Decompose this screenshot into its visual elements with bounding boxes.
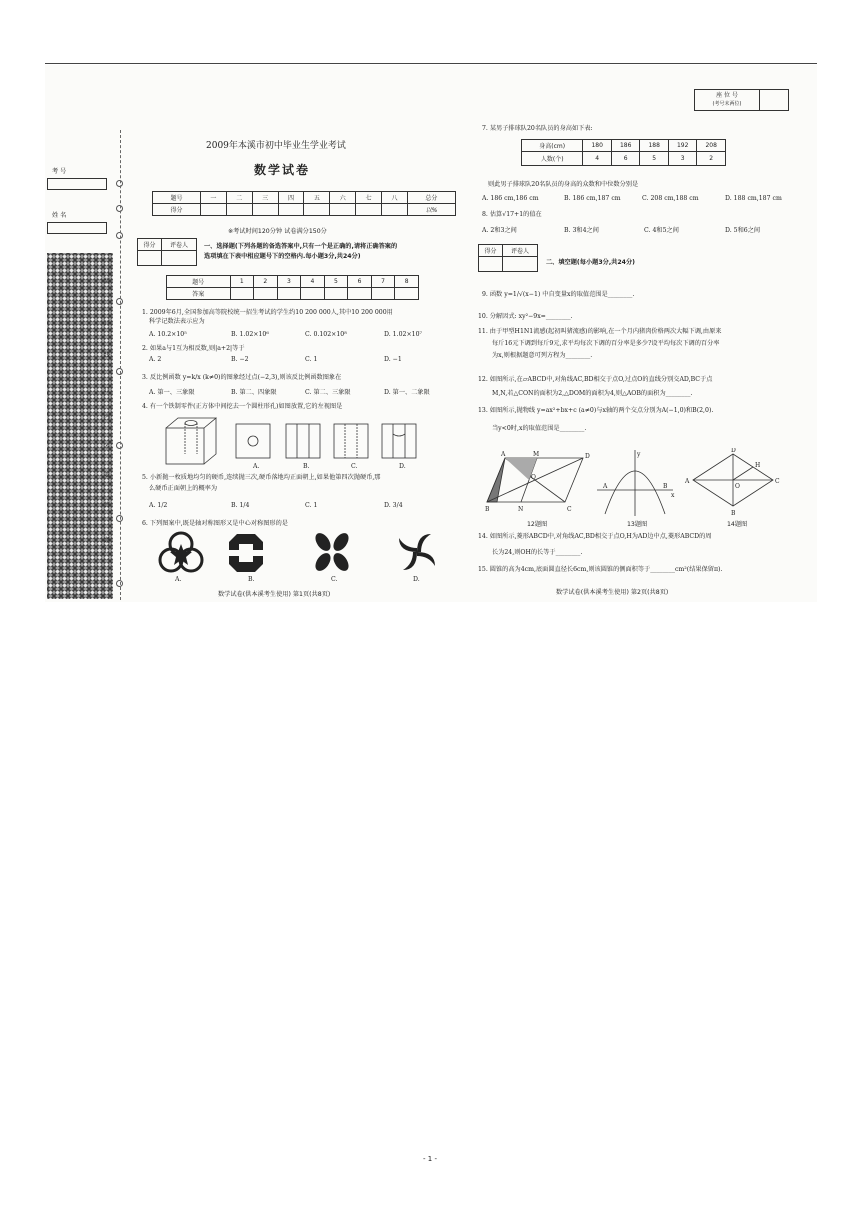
- seal-char: 订: [104, 387, 111, 394]
- q7-cell: 人数(个): [522, 152, 583, 166]
- exam-subtitle: 数学试卷: [254, 163, 311, 177]
- q11-line2: 每斤16元下调到每斤9元,求平均每次下调的百分率是多少?设平均每次下调的百分率: [492, 340, 720, 347]
- q6-label-a: A.: [175, 576, 182, 583]
- q6-label-d: D.: [413, 576, 420, 583]
- score-head: 题号: [153, 192, 201, 204]
- answer-cell[interactable]: [395, 288, 419, 300]
- score-head: 二: [226, 192, 252, 204]
- fig14-label-c: C: [775, 478, 780, 485]
- score-cell[interactable]: [226, 204, 252, 216]
- fig12-label-b: B: [485, 506, 490, 513]
- score-head: 三: [252, 192, 278, 204]
- q6-label-c: C.: [331, 576, 338, 583]
- q11-line3: 为x,则根据题意可列方程为________.: [492, 352, 593, 359]
- answer-head: 7: [371, 276, 395, 288]
- q4-option-d-figure: [382, 424, 416, 458]
- q6-option-b-figure: [229, 534, 263, 572]
- q13-line2: 当y<0时,x的取值范围是________.: [492, 425, 587, 432]
- exam-title: 2009年本溪市初中毕业生学业考试: [206, 141, 346, 151]
- q2-option-c: C. 1: [305, 356, 318, 363]
- answer-table: [166, 275, 419, 300]
- q7-option-b: B. 186 cm,187 cm: [564, 195, 621, 202]
- answer-head: 6: [348, 276, 372, 288]
- q15-text: 15. 圆锥的高为4cm,底面圆直径长6cm,则该圆锥的侧面积等于________cm²(结果保留π).: [478, 566, 723, 573]
- fig12-label-d: D: [585, 453, 590, 460]
- score-row-label: 得分: [153, 204, 201, 216]
- score-cell[interactable]: [330, 204, 356, 216]
- seat-number-label: 座 位 号: [716, 92, 738, 99]
- score-head: 六: [330, 192, 356, 204]
- seal-char: 装: [104, 278, 111, 285]
- q5-option-c: C. 1: [305, 502, 318, 509]
- seal-char: 线: [104, 352, 111, 359]
- score-cell[interactable]: [382, 204, 408, 216]
- answer-head: 3: [277, 276, 301, 288]
- q7-text: 7. 某男子排球队20名队员的身高如下表:: [482, 125, 593, 132]
- top-rule: [45, 63, 817, 64]
- fig13-label-a: A: [603, 483, 608, 490]
- q4-label-a: A.: [253, 463, 260, 470]
- q12-q14-figures: [485, 448, 795, 520]
- seal-char: 订: [104, 320, 111, 327]
- q6-label-b: B.: [248, 576, 255, 583]
- answer-cell[interactable]: [230, 288, 254, 300]
- q6-text: 6. 下列图案中,既是轴对称图形又是中心对称图形的是: [142, 520, 288, 527]
- seal-char: （: [104, 270, 111, 277]
- q7-option-a: A. 186 cm,186 cm: [482, 195, 539, 202]
- fig12-caption: 12题图: [527, 521, 548, 528]
- q4-option-b-figure: [286, 424, 320, 458]
- q1-option-d: D. 1.02×10⁷: [384, 331, 422, 338]
- grader-box: [137, 238, 197, 266]
- answer-cell[interactable]: [301, 288, 325, 300]
- q6-option-a-figure: [160, 533, 202, 571]
- fig14-caption: 14题图: [727, 521, 748, 528]
- grader-score-cell[interactable]: [138, 251, 162, 266]
- q3-option-b: B. 第二、四象限: [231, 389, 277, 396]
- score-cell-total[interactable]: [407, 204, 455, 216]
- fig14-label-d: D: [731, 448, 736, 454]
- q7-head: 208: [697, 140, 726, 152]
- q3-option-c: C. 第二、三象限: [305, 389, 351, 396]
- seat-number-label-cell: [695, 90, 760, 111]
- grader-label: 评卷人: [502, 245, 537, 257]
- answer-cell[interactable]: [254, 288, 278, 300]
- q12-line2: M,N,若△CON的面积为2,△DOM的面积为4,则△AOB的面积为________.: [492, 390, 693, 397]
- q4-text: 4. 有一个铁制零件(正方体中间挖去一个圆柱形孔)如图放置,它的左视图是: [142, 403, 343, 410]
- answer-row-label: 答案: [167, 288, 231, 300]
- fig13-parabola: [597, 450, 675, 516]
- right-page-footer: 数学试卷(供本溪考生使用) 第2页(共8页): [556, 589, 669, 596]
- q14-line1: 14. 如图所示,菱形ABCD中,对角线AC,BD相交于点O,H为AD边中点,菱形ABCD的周: [478, 533, 712, 540]
- q8-text: 8. 估算√17+1的值在: [482, 211, 542, 218]
- answer-head: 5: [324, 276, 348, 288]
- answer-head: 8: [395, 276, 419, 288]
- q7-cell: 5: [640, 152, 669, 166]
- q10-text: 10. 分解因式: xy²−9x=________.: [478, 313, 573, 320]
- score-head: 四: [278, 192, 304, 204]
- fig12-label-n: N: [518, 506, 524, 513]
- page-number: - 1 -: [423, 1155, 437, 1163]
- q4-label-d: D.: [399, 463, 406, 470]
- fig13-label-y: y: [637, 451, 641, 458]
- q6-figures: [155, 530, 445, 576]
- answer-cell[interactable]: [371, 288, 395, 300]
- seal-char: 内: [104, 414, 111, 421]
- score-head: 八: [382, 192, 408, 204]
- q6-option-c-figure: [312, 530, 351, 573]
- q7-cell: 3: [668, 152, 697, 166]
- seal-char: 题: [104, 537, 111, 544]
- q2-option-d: D. −1: [384, 356, 402, 363]
- q4-label-b: B.: [303, 463, 310, 470]
- section2-header: 二、填空题(每小题3分,共24分): [546, 259, 635, 266]
- grader-score-cell[interactable]: [479, 257, 503, 272]
- score-cell[interactable]: [201, 204, 227, 216]
- q3-text: 3. 反比例函数 y=k/x (k≠0)的图象经过点(−2,3),则该反比例函数图象在: [142, 374, 342, 381]
- grader-score-label: 得分: [138, 239, 162, 251]
- q5-line2: 么硬币正面朝上的概率为: [149, 485, 218, 492]
- q7-head: 180: [583, 140, 612, 152]
- seat-number-box: [694, 89, 789, 111]
- grader-cell[interactable]: [502, 257, 537, 272]
- exam-no-field[interactable]: [47, 178, 107, 190]
- q4-option-a-figure: [236, 424, 270, 458]
- score-cell[interactable]: [252, 204, 278, 216]
- q7-option-c: C. 208 cm,188 cm: [642, 195, 699, 202]
- answer-cell[interactable]: [348, 288, 372, 300]
- handwritten-mark: 以%: [425, 207, 438, 214]
- q13-line1: 13. 如图所示,抛物线 y=ax²+bx+c (a≠0)与x轴的两个交点分别为A(−1,0)和B(2,0).: [478, 407, 714, 414]
- score-cell[interactable]: [304, 204, 330, 216]
- answer-head: 4: [301, 276, 325, 288]
- q5-option-b: B. 1/4: [231, 502, 250, 509]
- q8-option-b: B. 3和4之间: [564, 227, 599, 234]
- fig13-label-b: B: [663, 483, 668, 490]
- q7-head: 192: [668, 140, 697, 152]
- seal-char: 要: [104, 472, 111, 479]
- q11-line1: 11. 由于甲型H1N1流感(起初叫猪流感)的影响,在一个月内猪肉价格两次大幅下调,由原来: [478, 328, 722, 335]
- section1-header-line1: 一、选择题(下列各题的备选答案中,只有一个是正确的,请将正确答案的: [204, 243, 398, 250]
- fig12-label-c: C: [567, 506, 572, 513]
- fig14-label-o: O: [735, 483, 740, 490]
- q1-line2: 科学记数法表示应为: [149, 318, 205, 325]
- score-head: 一: [201, 192, 227, 204]
- grader-label: 评卷人: [161, 239, 196, 251]
- q3-option-d: D. 第一、二象限: [384, 389, 430, 396]
- answer-head: 1: [230, 276, 254, 288]
- binding-line: [120, 130, 121, 600]
- q8-option-a: A. 2和3之间: [482, 227, 517, 234]
- q5-line1: 5. 小新抛一枚质地均匀的硬币,连续抛三次,硬币落地均正面朝上,如果他第四次抛硬币,那: [142, 474, 381, 481]
- fig14-label-h: H: [755, 462, 761, 469]
- fig13-caption: 13题图: [627, 521, 648, 528]
- seal-char: 答: [104, 502, 111, 509]
- answer-head: 题号: [167, 276, 231, 288]
- score-cell[interactable]: [356, 204, 382, 216]
- q1-option-c: C. 0.102×10⁸: [305, 331, 347, 338]
- q4-label-c: C.: [351, 463, 358, 470]
- q9-text: 9. 函数 y=1/√(x−1) 中自变量x的取值范围是________.: [482, 291, 635, 298]
- q12-line1: 12. 如图所示,在▱ABCD中,对角线AC,BD相交于点O,过点O的直线分别交AD,BC于点: [478, 376, 713, 383]
- q4-figures: [160, 414, 420, 472]
- q2-text: 2. 如果a与1互为相反数,则|a+2|等于: [142, 345, 245, 352]
- answer-cell[interactable]: [277, 288, 301, 300]
- q4-cube-figure: [166, 418, 216, 464]
- grader-score-label: 得分: [479, 245, 503, 257]
- q3-option-a: A. 第一、三象限: [149, 389, 195, 396]
- seat-number-note: (考号末两位): [712, 101, 742, 107]
- exam-info: ※考试时间120分钟 试卷满分150分: [228, 228, 327, 235]
- fig12-label-a: A: [501, 451, 506, 458]
- seal-char: 不: [104, 444, 111, 451]
- q8-option-d: D. 5和6之间: [725, 227, 761, 234]
- score-head: 五: [304, 192, 330, 204]
- seal-char: ）: [104, 547, 111, 554]
- q7-height-table: [521, 139, 726, 166]
- score-head: 七: [356, 192, 382, 204]
- fig12-label-m: M: [533, 451, 540, 458]
- q7-head: 身高(cm): [522, 140, 583, 152]
- q7-head: 186: [611, 140, 640, 152]
- fig14-rhombus: [684, 448, 780, 517]
- score-head: 总分: [407, 192, 455, 204]
- q1-option-b: B. 1.02×10⁶: [231, 331, 269, 338]
- q1-option-a: A. 10.2×10⁵: [149, 331, 187, 338]
- name-label: 姓 名: [52, 212, 67, 219]
- seat-number-field[interactable]: [760, 90, 789, 111]
- q2-option-a: A. 2: [149, 356, 162, 363]
- grader-cell[interactable]: [161, 251, 196, 266]
- fig12-label-o: O: [531, 474, 536, 481]
- score-table: [152, 191, 456, 216]
- name-field[interactable]: [47, 222, 107, 234]
- fig13-label-x: x: [671, 492, 675, 499]
- q1-line1: 1. 2009年6月,全国参加高等院校统一招生考试的学生约10 200 000人,其中10 200 000用: [142, 309, 393, 316]
- q7-line2: 则此男子排球队20名队员的身高的众数和中位数分别是: [488, 181, 639, 188]
- q5-option-a: A. 1/2: [149, 502, 168, 509]
- score-cell[interactable]: [278, 204, 304, 216]
- q2-option-b: B. −2: [231, 356, 249, 363]
- fig12-parallelogram: [485, 451, 590, 513]
- left-page-footer: 数学试卷(供本溪考生使用) 第1页(共8页): [218, 591, 331, 598]
- q7-head: 188: [640, 140, 669, 152]
- exam-no-label: 考 号: [52, 168, 67, 175]
- q6-option-d-figure: [399, 534, 435, 570]
- q7-cell: 6: [611, 152, 640, 166]
- q5-option-d: D. 3/4: [384, 502, 403, 509]
- answer-head: 2: [254, 276, 278, 288]
- grader-box-2: [478, 244, 538, 272]
- q14-line2: 长为24,则OH的长等于________.: [492, 549, 583, 556]
- q7-option-d: D. 188 cm,187 cm: [725, 195, 782, 202]
- fig14-label-b: B: [731, 510, 736, 517]
- q7-cell: 2: [697, 152, 726, 166]
- q4-option-c-figure: [334, 424, 368, 458]
- q8-option-c: C. 4和5之间: [644, 227, 679, 234]
- section1-header-line2: 选项填在下表中相应题号下的空格内.每小题3分,共24分): [204, 253, 361, 260]
- fig14-label-a: A: [685, 478, 690, 485]
- answer-cell[interactable]: [324, 288, 348, 300]
- q7-cell: 4: [583, 152, 612, 166]
